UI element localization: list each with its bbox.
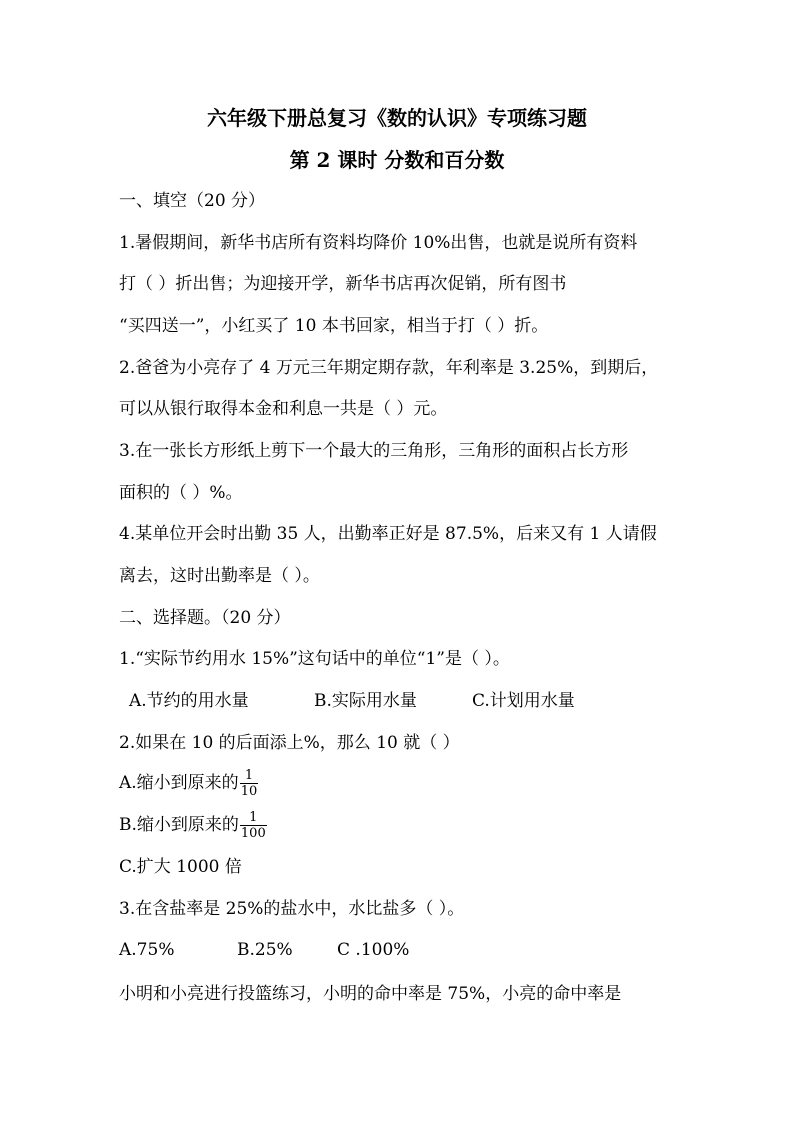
- fraction-numerator: 1: [244, 768, 254, 783]
- choice-q4-start: 小明和小亮进行投篮练习，小明的命中率是 75%，小亮的命中率是: [119, 984, 622, 1004]
- choice-q2: 2.如果在 10 的后面添上%，那么 10 就（ ）: [119, 733, 460, 753]
- choice-q3-option-b: B.25%: [237, 940, 293, 960]
- choice-q3-option-c: C .100%: [337, 940, 410, 960]
- page-title: 六年级下册总复习《数的认识》专项练习题: [207, 106, 587, 130]
- option-b-text: B.缩小到原来的: [119, 815, 239, 835]
- choice-q1-options: [129, 689, 575, 713]
- fill-q1-line3: “买四送一”，小红买了 10 本书回家，相当于打（ ）折。: [119, 316, 549, 336]
- choice-q1-option-c: C.计划用水量: [472, 691, 575, 711]
- choice-q2-option-b: [119, 810, 267, 841]
- choice-q1-option-b: B.实际用水量: [314, 691, 417, 711]
- fill-q4-line1: 4.某单位开会时出勤 35 人，出勤率正好是 87.5%，后来又有 1 人请假: [119, 524, 657, 544]
- choice-q2-option-c: C.扩大 1000 倍: [119, 857, 242, 877]
- fraction-denominator: 100: [240, 826, 266, 841]
- fill-q1-line2: 打（ ）折出售；为迎接开学，新华书店再次促销，所有图书: [119, 274, 567, 294]
- fill-q1-line1: 1.暑假期间，新华书店所有资料均降价 10%出售，也就是说所有资料: [119, 233, 638, 253]
- fraction-numerator: 1: [249, 810, 258, 825]
- choice-q2-option-a: [119, 768, 258, 799]
- choice-q1-option-a: A.节约的用水量: [129, 691, 249, 711]
- fill-q3-line1: 3.在一张长方形纸上剪下一个最大的三角形，三角形的面积占长方形: [119, 441, 629, 461]
- fill-q3-line2: 面积的（ ）%。: [119, 483, 243, 503]
- choice-q3-options: [119, 938, 409, 962]
- fraction-one-hundredth: [240, 810, 267, 841]
- choice-q3-option-a: A.75%: [119, 940, 175, 960]
- fill-q2-line2: 可以从银行取得本金和利息一共是（ ）元。: [119, 399, 448, 419]
- choice-q1: 1.“实际节约用水 15%”这句话中的单位“1”是（ ）。: [119, 649, 510, 669]
- fraction-denominator: 10: [240, 784, 258, 799]
- fraction-one-tenth: [240, 768, 259, 799]
- page-subtitle: 第 2 课时 分数和百分数: [289, 148, 505, 172]
- option-a-text: A.缩小到原来的: [119, 773, 239, 793]
- section1-heading: 一、填空（20 分）: [119, 191, 266, 211]
- choice-q3: 3.在含盐率是 25%的盐水中，水比盐多（ ）。: [119, 899, 465, 919]
- fill-q4-line2: 离去，这时出勤率是（ ）。: [119, 566, 320, 586]
- fill-q2-line1: 2.爸爸为小亮存了 4 万元三年期定期存款，年利率是 3.25%，到期后，: [119, 358, 659, 378]
- section2-heading: 二、选择题。（20 分）: [119, 608, 291, 628]
